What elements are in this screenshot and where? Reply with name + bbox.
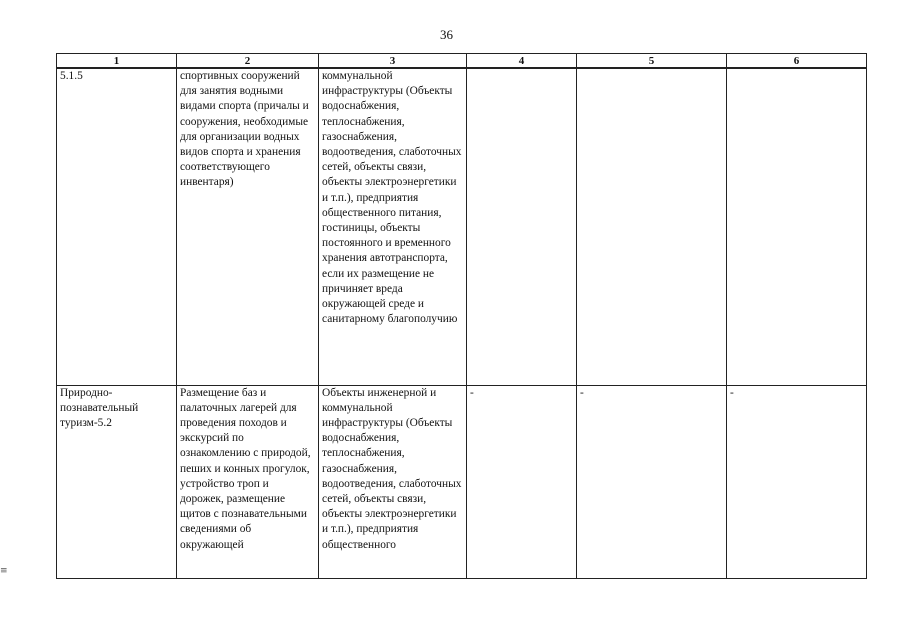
column-header-5: 5 (577, 54, 727, 69)
column-header-6: 6 (727, 54, 867, 69)
cell-col5 (577, 68, 727, 385)
table-row (57, 385, 867, 578)
margin-mark: ≡ (0, 566, 8, 576)
cell-code: 5.1.5 (57, 68, 177, 385)
cell-code: Природно-познавательный туризм-5.2 (57, 385, 177, 578)
table-row (57, 68, 867, 385)
cell-col6: - (727, 385, 867, 578)
cell-auxiliary-uses: коммунальной инфраструктуры (Объекты водоснабжения, теплоснабжения, газоснабжения, водоотведения, слаботочных сетей, объекты связи, объекты электроэнергетики и т.п.), предприятия общественного питания, гостиницы, объекты постоянного и временного хранения автотранспорта, если их размещение не причиняет вреда окружающей среде и санитарному благополучию (319, 68, 467, 385)
cell-col5: - (577, 385, 727, 578)
table-header-row (57, 54, 867, 69)
column-header-1: 1 (57, 54, 177, 69)
cell-description: спортивных сооружений для занятия водными видами спорта (причалы и сооружения, необходимые для организации водных видов спорта и хранения соответствующего инвентаря) (177, 68, 319, 385)
cell-description: Размещение баз и палаточных лагерей для проведения походов и экскурсий по ознакомлению с природой, пеших и конных прогулок, устройство троп и дорожек, размещение щитов с познавательными сведениями об окружающей (177, 385, 319, 578)
cell-col4: - (467, 385, 577, 578)
page-number: 36 (440, 27, 453, 42)
permitted-use-table (56, 53, 867, 579)
cell-col4 (467, 68, 577, 385)
column-header-2: 2 (177, 54, 319, 69)
cell-auxiliary-uses: Объекты инженерной и коммунальной инфраструктуры (Объекты водоснабжения, теплоснабжения, газоснабжения, водоотведения, слаботочных сетей, объекты связи, объекты электроэнергетики и т.п.), предприятия общественного (319, 385, 467, 578)
cell-col6 (727, 68, 867, 385)
column-header-3: 3 (319, 54, 467, 69)
column-header-4: 4 (467, 54, 577, 69)
